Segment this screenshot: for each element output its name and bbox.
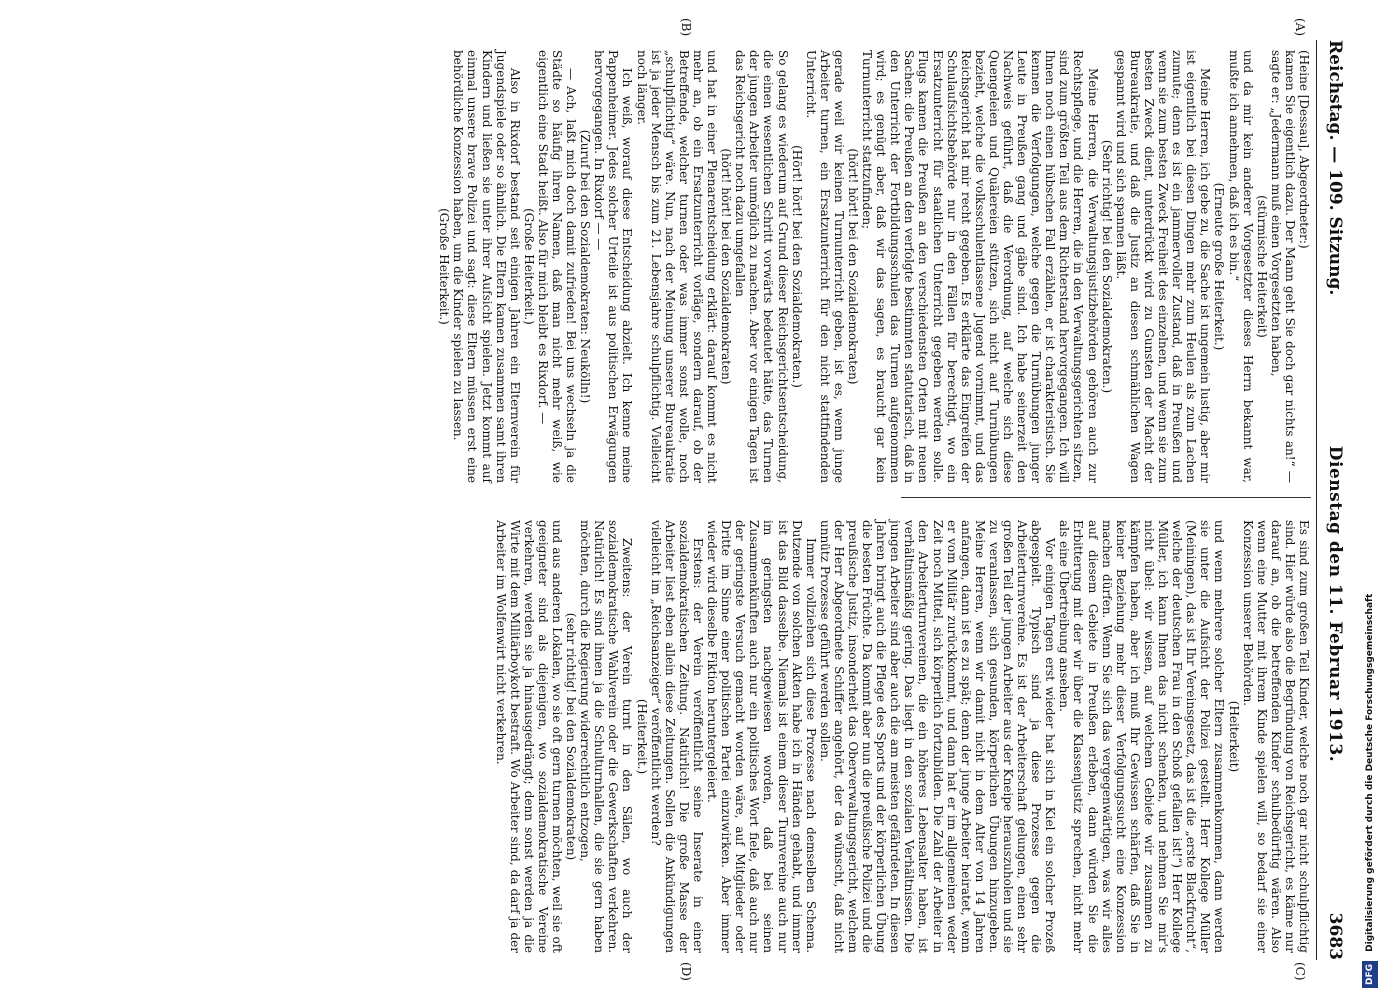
- left-column: [437, 50, 1311, 483]
- paragraph: gerade weil wir keinen Turnunterricht geben, ist es, wenn junge Arbeiter turnen, ein Ersatzunterricht für den nicht stattfindenden Unterricht.: [803, 50, 846, 483]
- digitization-text: Digitalisierung gefördert durch die Deutsche Forschungsgemeinschaft: [1365, 593, 1375, 952]
- paragraph: Es sind zum großen Teil Kinder, welche noch gar nicht schulpflichtig sind. Hier würde also die Begründung von Reichsgericht, es käme nur darauf an, ob die betreffenden Kinder schulbedürftig wären. Also wenn eine Mutter mit ihrem Kinde spielen will, so bedarf sie einer Konzession unserer Behörden.: [1240, 520, 1311, 953]
- paragraph: Meine Herren, ich gebe zu, die Sache ist ungemein lustig, aber mir ist eigentlich bei diesen Dingen mehr zum Heulen als zum Lachen zumute; denn es ist ein jammervoller Zustand, daß in Preußen und wenn sie zum besten Zweck Freiheit des einzelnen, und wenn sie zum besten Zweck dient, unterdrückt wird zu Gunsten der Macht der Bureaukratie, und daß die Justiz an diesen schmählichen Wagen gespannt wird und sich spannen läßt.: [1113, 50, 1213, 483]
- paragraph: Also in Rixdorf bestand seit einigen Jahren ein Elternverein für Jugendspiele oder so ähnlich. Die Eltern kamen zusammen samt ihren Kindern und ließen sie unter ihrer Aufsicht spielen. Jetzt kommt auf einmal unsere brave Polizei und sagt: diese Eltern müssen erst eine behördliche Konzession haben, um die Kinder spielen zu lassen.: [451, 50, 522, 483]
- paragraph: — Ach, laßt mich doch damit zufrieden! Bei uns wechseln ja die Städte so häufig ihren Namen, daß man nicht mehr weiß, wie eigentlich eine Stadt heißt. Also für mich bleibt es Rixdorf. —: [535, 50, 579, 483]
- interjection: (hört! hört! bei den Sozialdemokraten): [719, 148, 734, 385]
- page-header: [1321, 40, 1345, 960]
- paragraph: Erstens: der Verein veröffentlicht seine Inserate in einer sozialdemokratischen Zeitung. Natürlich! Die große Masse der Arbeiter liest eben allein diese Zeitungen. Sollen die Ankündigungen vielleicht im „Reichsanzeiger“ veröffentlicht werden?: [648, 520, 705, 953]
- margin-mark-a: (A): [1293, 18, 1307, 37]
- paragraph: und aus anderen Lokalen, wo sie oft gern turnen möchten, weil sie oft geeigneter sind als diejenigen, wo sozialdemokratische Vereine verkehren, werden sie ja hinausgedrängt; denn sonst werden ja die Wirte mit dem Militärboykott bestraft. Wo Arbeiter sind, da darf ja der Arbeiter im Wolfenwirt nicht verkehren.: [493, 520, 565, 953]
- interjection: (Sehr richtig! bei den Sozialdemokraten.): [1099, 139, 1114, 394]
- right-column: [494, 520, 1311, 953]
- interjection: (Heiterkeit.): [634, 698, 649, 775]
- paragraph: kamen Sie eigentlich dazu. Der Mann geht Sie doch gar nichts an!“ — sagte er: „Jedermann muß einen Vorgesetzten haben,: [1268, 50, 1297, 483]
- paragraph: und hat in einer Plenarentscheidung erklärt: darauf kommt es nicht mehr an, ob ein Ersatzunterricht vorläge, sondern darauf, ob der Betreffende, welcher turnen oder was immer sonst wolle, noch „schulpflichtig“ wäre. Nun, nach der Meinung unserer Bureaukratie ist ja jeder Mensch bis zum 21. Lebensjahre schulpflichtig. Vielleicht noch länger.: [634, 50, 720, 483]
- dfg-logo: DFG: [1362, 961, 1378, 988]
- interjection: (Heiterkeit): [1226, 700, 1241, 773]
- page-number: 3683: [1325, 912, 1345, 960]
- interjection: (Große Heiterkeit.): [437, 208, 452, 325]
- header-left: Reichstag. — 109. Sitzung.: [1325, 40, 1345, 296]
- column-divider: [901, 497, 1311, 498]
- paragraph: (Heine [Dessau], Abgeordneter:): [1297, 50, 1311, 249]
- header-rule: [1316, 40, 1317, 960]
- digitization-note: [1362, 8, 1378, 988]
- paragraph: Vor einigen Tagen erst wieder hat sich in Kiel ein solcher Prozeß abgespielt. Typisch sind ja diese Prozesse gegen die Arbeiterturnvereine. Es ist der Arbeiterschaft gelungen, einen sehr großen Teil der jungen Arbeiter aus der Kneipe herauszuholen und sie zu veranlassen, sich gesunden, körperlichen Übungen hinzugeben. Meine Herren, wenn wir damit nicht in dem Alter von 14 Jahren anfangen, dann ist es zu spät; denn der junge Arbeiter heiratet, wenn er vom Militär zurückkommt, und dann hat er im allgemeinen weder Zeit noch Mittel, sich körperlich fortzubilden. Die Zahl der Arbeiter in den Arbeiterturnvereinen, die ein höheres Lebensalter haben, ist verhältnismäßig gering. Das liegt in den sozialen Verhältnissen. Die jungen Arbeiter sind aber auch die am meisten gefährdeten. In diesen Jahren bringt auch die Pflege des Sports und der körperlichen Übung die besten Früchte. Da kommt aber nun die preußische Polizei und die preußische Justiz, insonderheit das Oberverwaltungsgericht, welchem der Herr Abgeordnete Schiffer angehört, der da wünscht, daß nicht unnütz Prozesse geführt werden sollen.: [817, 520, 1058, 953]
- paragraph: Ich weiß, worauf diese Entscheidung abzielt. Ich kenne meine Pappenheimer. Jedes solcher Urteile ist aus politischen Erwägungen hervorgegangen. In Rixdorf — —: [592, 50, 635, 483]
- interjection: (Erneute große Heiterkeit.): [1212, 182, 1227, 351]
- interjection: (sehr richtig! bei den Sozialdemokraten): [564, 612, 579, 861]
- interjection: (Hört! hört! bei den Sozialdemokraten.): [789, 145, 804, 388]
- paragraph: und wenn mehrere solcher Eltern zusammenkommen, dann werden sie unter die Aufsicht der Polizei gestellt. Herr Kollege Müller (Meiningen), das ist Ihr Vereinsgesetz, das ist die „erste Blackfrucht“, welche der deutschen Frau in den Schoß gefallen ist!“) Herr Kollege Müller, ich kann Ihnen das nicht schenken, und nehmen Sie mir's nicht übel: wir wissen, auf welchem Gebiete wir zusammen zu kämpfen haben, aber ich muß Ihr Gewissen schärfen, daß Sie in keiner Beziehung mehr dieser Verfolgungssucht eine Konzession machen dürfen. Wenn Sie sich das vergegenwärtigen, was wir alles auf diesem Gebiete in Preußen erleben, dann würden Sie die Erbitterung mit der wir über die Klassenjustiz sprechen, nicht mehr als eine Übertreibung ansehen.: [1057, 520, 1227, 953]
- margin-mark-c: (C): [1293, 962, 1307, 981]
- paragraph: Immer vollziehen sich diese Prozesse nach demselben Schema. Dutzende von solchen Akten habe ich in Händen gehabt, und immer ist das Bild dasselbe. Niemals ist einem dieser Turnvereine auch nur im geringsten nachgewiesen worden, daß bei seinen Zusammenkünften auch nur ein politisches Wort fiele, daß auch nur der geringste Versuch gemacht worden wäre, auf Mitglieder oder Dritte im Sinne einer politischen Partei einzuwirken. Aber immer wieder wird dieselbe Fiktion heruntergeleiert.: [705, 520, 818, 953]
- interjection: (Große Heiterkeit.): [521, 208, 536, 325]
- margin-mark-b: (B): [679, 18, 693, 37]
- interjection: (Zuruf bei den Sozialdemokraten: Neukölln!): [578, 129, 593, 404]
- interjection: (hört! hört! bei den Sozialdemokraten): [846, 148, 860, 385]
- paragraph: Meine Herren, die Verwaltungsjustizbehörden gehören auch zur Rechtspflege, und die Herren, die in den Verwaltungsgerichten sitzen, sind zum größten Teil aus dem Richterstand hervorgegangen. Ich will Ihnen noch einen hübschen Fall erzählen, er ist charakteristisch. Sie kennen die Verfolgungen, welche gegen die Turnübungen junger Leute in Preußen gang und gäbe sind. Ich habe seinerzeit den Nachweis geführt, daß die Verordnung, auf welche sich diese Quengeleien und Quälereien stützen, sich nicht auf Turnübungen bezieht, welche die volksschulentlassene Jugend vornimmt, und das Reichsgericht hat mir recht gegeben. Es erklärte das Eingreifen der Schulaufsichtsbehörde nur in den Fällen für berechtigt, wo ein Ersatzunterricht für staatlichen Unterricht gegeben werden solle. Flugs kamen die Preußen an den verschiedensten Orten mit neuen Sachen: die Preußen an den verfolgte bestimmten statutarisch, daß in den Unterricht der Fortbildungsschulen das Turnen aufgenommen wird; es genügt aber, daß wir das sagen, es braucht gar kein Turnunterricht stattzufinden;: [860, 50, 1100, 483]
- paragraph: Zweitens: der Verein turnt in den Sälen, wo auch der sozialdemokratische Wahlverein oder die Gewerkschaften verkehren. Natürlich! Es sind ihnen ja die Schulturnhallen, die sie gern haben möchten, durch die Regierung widerrechtlich entzogen,: [578, 520, 635, 953]
- paragraph: So gelang es wiederum auf Grund dieser Reichsgerichtsentscheidung, die einen wesentlichen Schritt vorwärts bedeutet hätte, das Turnen der jungen Arbeiter unmöglich zu machen. Aber vor einigen Tagen ist das Reichsgericht noch dazu umgefallen: [733, 50, 790, 483]
- header-date: Dienstag den 11. Februar 1913.: [1325, 445, 1345, 763]
- paragraph: und da mir kein anderer Vorgesetzter dieses Herrn bekannt war, mußte ich annehmen, daß ich es bin.“: [1226, 50, 1255, 483]
- interjection: (stürmische Heiterkeit): [1254, 195, 1269, 338]
- margin-mark-d: (D): [679, 962, 693, 981]
